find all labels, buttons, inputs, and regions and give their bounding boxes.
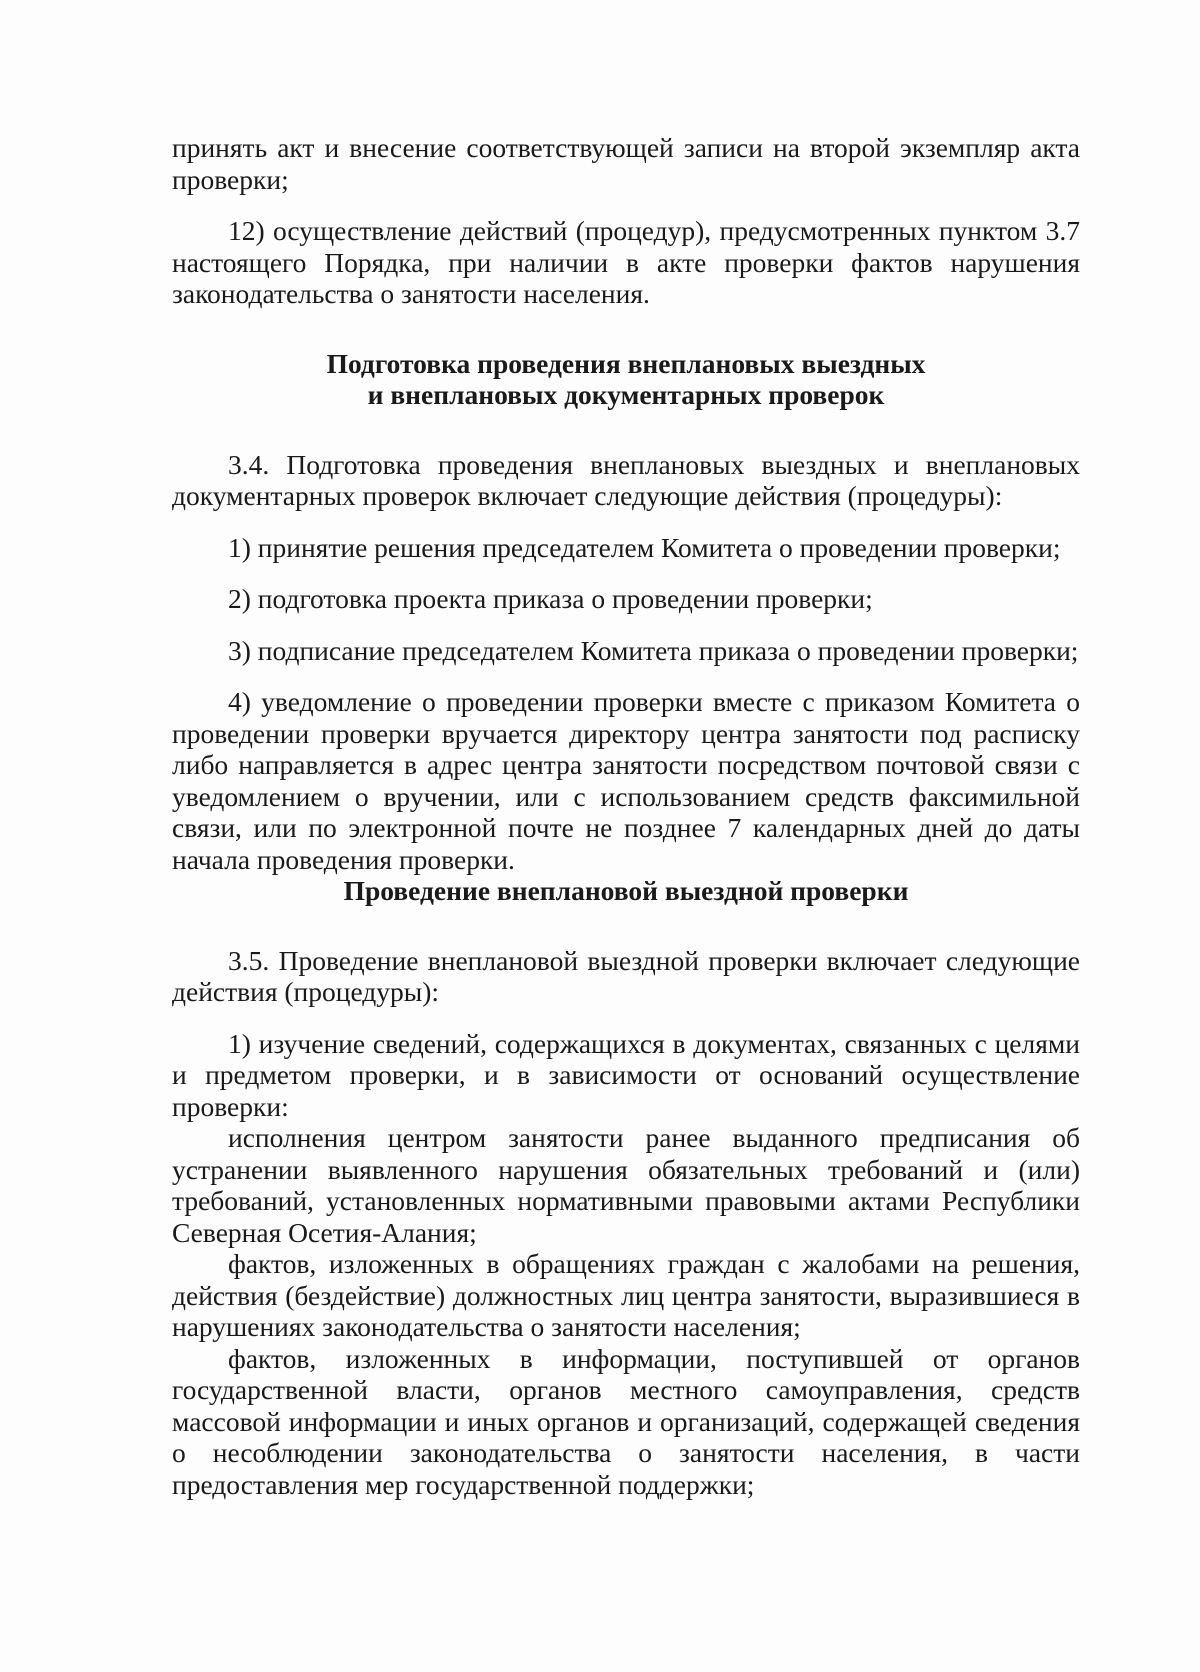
paragraph-3-5: 3.5. Проведение внеплановой выездной проверки включает следующие действия (процедуры): <box>172 944 1080 1007</box>
section-heading-onsite-inspection: Проведение внеплановой выездной проверки <box>343 875 909 906</box>
paragraph-3-4-item-1: 1) принятие решения председателем Комитета о проведении проверки; <box>228 531 1061 563</box>
heading-preparation-line-1: Подготовка проведения внеплановых выездных <box>326 347 926 379</box>
section-heading-preparation <box>172 348 1080 411</box>
paragraph-3-5-sub-2: фактов, изложенных в обращениях граждан с жалобами на решения, действия (бездействие) должностных лиц центра занятости, выразившиеся в нарушениях законодательства о занятости населения; <box>172 1248 1080 1342</box>
continuation-paragraph: принять акт и внесение соответствующей записи на второй экземпляр акта проверки; <box>172 132 1080 195</box>
paragraph-3-4-item-3: 3) подписание председателем Комитета приказа о проведении проверки; <box>228 634 1079 666</box>
paragraph-3-5-sub-3: фактов, изложенных в информации, поступившей от органов государственной власти, органов местного самоуправления, средств массовой информации и иных органов и организаций, содержащей сведения о несоблюдении законодательства о занятости населения, в части предоставления мер государственной поддержки; <box>172 1342 1080 1500</box>
document-body <box>172 132 1080 1500</box>
item-12-paragraph: 12) осуществление действий (процедур), предусмотренных пунктом 3.7 настоящего Порядка, при наличии в акте проверки фактов нарушения законодательства о занятости населения. <box>172 215 1080 309</box>
paragraph-3-5-sub-1: исполнения центром занятости ранее выданного предписания об устранении выявленного нарушения обязательных требований и (или) требований, установленных нормативными правовыми актами Республики Северная Осетия-Алания; <box>172 1122 1080 1248</box>
heading-preparation-line-2: и внеплановых документарных проверок <box>367 379 885 410</box>
paragraph-3-4-item-4: 4) уведомление о проведении проверки вместе с приказом Комитета о проведении проверки вручается директору центра занятости под расписку либо направляется в адрес центра занятости посредством почтовой связи с уведомлением о вручении, или с использованием средств факсимильной связи, или по электронной почте не позднее 7 календарных дней до даты начала проведения проверки. <box>172 686 1080 875</box>
paragraph-3-4-item-2: 2) подготовка проекта приказа о проведении проверки; <box>228 583 873 614</box>
paragraph-3-4: 3.4. Подготовка проведения внеплановых выездных и внеплановых документарных проверок включает следующие действия (процедуры): <box>172 448 1080 511</box>
paragraph-3-5-item-1: 1) изучение сведений, содержащихся в документах, связанных с целями и предметом проверки, и в зависимости от оснований осуществление проверки: <box>172 1027 1080 1122</box>
